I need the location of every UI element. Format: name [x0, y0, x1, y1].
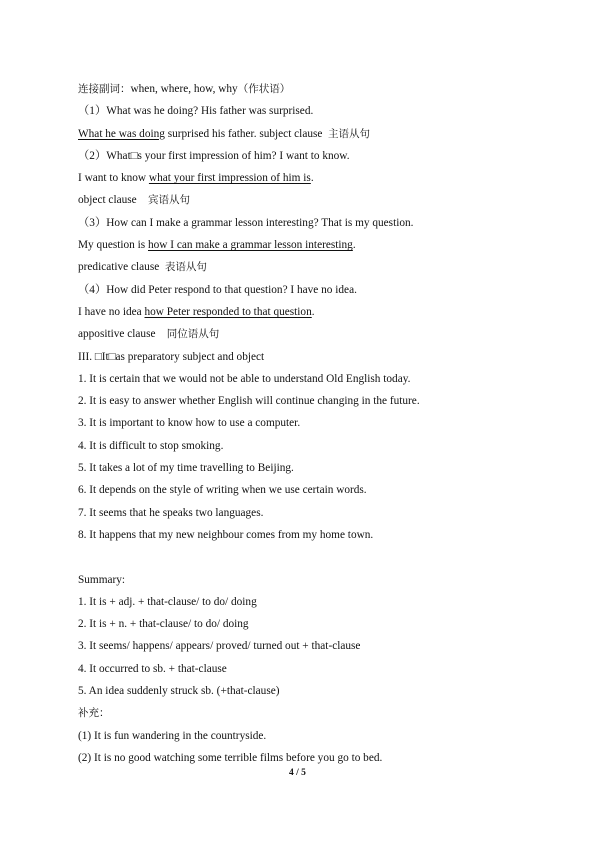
example-4-type-en: appositive clause: [78, 328, 167, 341]
section-3-item: 4. It is difficult to stop smoking.: [78, 439, 224, 452]
example-4-answer: [78, 301, 518, 323]
adverbs-note: （作状语）: [237, 83, 291, 95]
supplement-item: (2) It is no good watching some terrible films before you go to bed.: [78, 751, 383, 764]
example-3-answer: [78, 234, 518, 256]
adverbs-label: 连接副词：: [78, 83, 131, 95]
example-4-prefix: I have no idea: [78, 305, 145, 318]
summary-item: 2. It is + n. + that-clause/ to do/ doing: [78, 618, 249, 631]
adverbs-words: when, where, how, why: [130, 83, 238, 95]
example-2-zh: 宾语从句: [147, 194, 190, 207]
example-2-clause: what your first impression of him is: [148, 172, 311, 185]
summary-item: 3. It seems/ happens/ appears/ proved/ turned out + that-clause: [78, 640, 361, 653]
summary-item: 4. It occurred to sb. + that-clause: [78, 662, 227, 675]
example-1-rest: surprised his father. subject clause: [164, 127, 329, 140]
adverbs-line: [78, 78, 518, 100]
example-1-clause: What he was doing: [78, 127, 165, 140]
example-4-clause: how Peter responded to that question: [144, 305, 312, 318]
example-1-zh: 主语从句: [328, 127, 371, 140]
example-2-question: （2）What□s your first impression of him? I want to know.: [78, 149, 350, 162]
example-4-question: （4）How did Peter respond to that question? I have no idea.: [78, 283, 357, 296]
supplement-item: (1) It is fun wandering in the countryside.: [78, 729, 267, 742]
section-3-item: 8. It happens that my new neighbour comes from my home town.: [78, 528, 374, 541]
example-3-type-en: predicative clause: [78, 261, 165, 274]
page-content: [78, 78, 518, 769]
example-2-type-en: object clause: [78, 194, 148, 207]
example-2-type: [78, 189, 518, 211]
summary-heading: Summary:: [78, 573, 126, 586]
example-1-question: （1）What was he doing? His father was surprised.: [78, 105, 314, 118]
example-2-prefix: I want to know: [78, 172, 149, 185]
example-4-type: [78, 323, 518, 345]
example-3-clause: how I can make a grammar lesson interesting: [147, 239, 353, 252]
example-4-zh: 同位语从句: [166, 328, 220, 341]
example-3-question: （3）How can I make a grammar lesson interesting? That is my question.: [78, 216, 414, 229]
page-number: 4 / 5: [289, 768, 306, 778]
supplement-heading: 补充：: [78, 707, 110, 720]
example-3-prefix: My question is: [78, 239, 148, 252]
spacer: [78, 546, 518, 568]
section-3-item: 6. It depends on the style of writing when we use certain words.: [78, 484, 367, 497]
section-3-item: 1. It is certain that we would not be able to understand Old English today.: [78, 372, 411, 385]
example-2-answer: [78, 167, 518, 189]
summary-item: 5. An idea suddenly struck sb. (+that-clause): [78, 685, 280, 698]
section-3-heading: III. □It□as preparatory subject and object: [78, 350, 265, 363]
summary-item: 1. It is + adj. + that-clause/ to do/ doing: [78, 595, 257, 608]
example-4-suffix: .: [311, 305, 315, 318]
example-1-answer: [78, 123, 518, 145]
example-3-suffix: .: [352, 239, 356, 252]
example-3-zh: 表语从句: [164, 261, 207, 274]
example-3-type: [78, 256, 518, 278]
section-3-item: 7. It seems that he speaks two languages.: [78, 506, 264, 519]
section-3-item: 2. It is easy to answer whether English will continue changing in the future.: [78, 395, 420, 408]
example-2-suffix: .: [310, 172, 314, 185]
section-3-item: 3. It is important to know how to use a computer.: [78, 417, 301, 430]
section-3-item: 5. It takes a lot of my time travelling to Beijing.: [78, 462, 294, 475]
